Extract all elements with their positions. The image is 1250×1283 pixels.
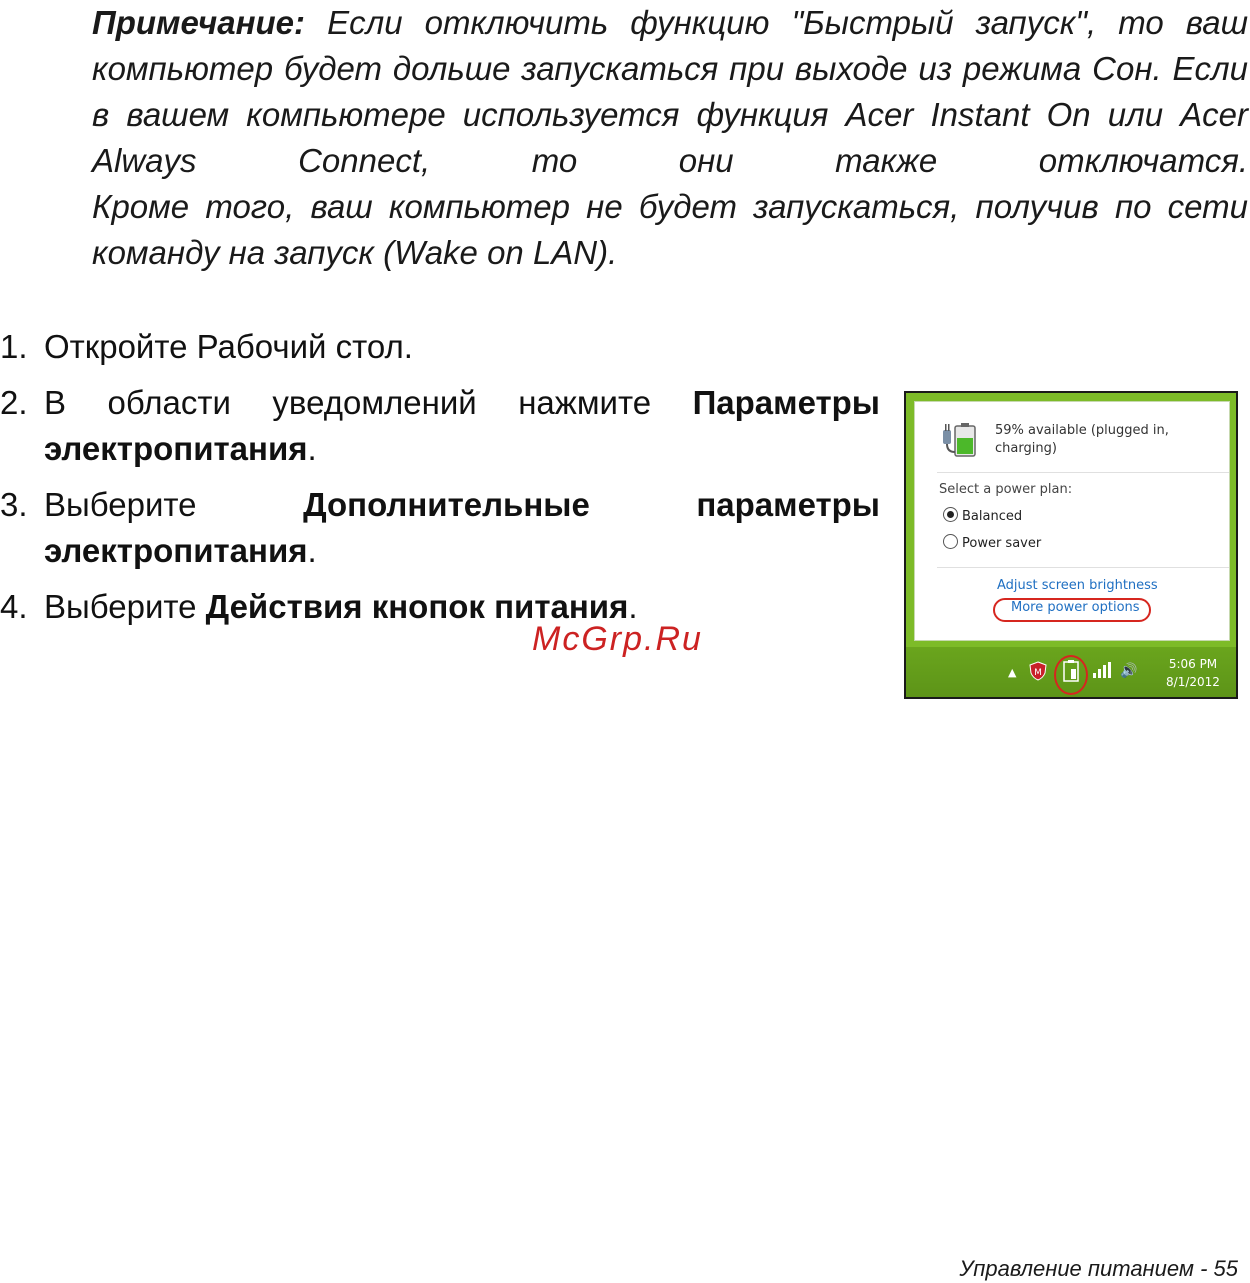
step-number: 4. [0, 588, 28, 625]
step-text-bold: Дополнительные параметры электропитания [44, 486, 880, 569]
step-item [0, 482, 880, 574]
step-text-end: . [307, 430, 317, 467]
step-number: 2. [0, 384, 28, 421]
steps-list [0, 324, 880, 640]
step-text [44, 380, 880, 472]
adjust-brightness-link[interactable]: Adjust screen brightness [997, 578, 1158, 593]
step-item [0, 324, 880, 370]
note-block [92, 0, 1248, 276]
battery-flyout [914, 401, 1230, 641]
show-hidden-icons-chevron-icon[interactable]: ▲ [1008, 666, 1017, 679]
note-lead: Примечание: [92, 4, 306, 41]
step-text [44, 324, 880, 370]
divider [937, 472, 1229, 473]
step-text-plain: Выберите [44, 486, 304, 523]
taskbar [906, 647, 1236, 697]
step-number: 3. [0, 486, 28, 523]
step-text-end: . [628, 588, 638, 625]
step-text-bold: Действия кнопок питания [205, 588, 629, 625]
step-item [0, 380, 880, 472]
step-item [0, 584, 880, 630]
step-text-plain: В области уведомлений нажмите [44, 384, 693, 421]
power-plan-label: Select a power plan: [939, 482, 1073, 497]
plan-option-balanced[interactable] [943, 507, 1022, 524]
watermark: McGrp.Ru [532, 620, 703, 658]
note-paragraph-wol: Кроме того, ваш компьютер не будет запускаться, получив по сети команду на запуск (Wake on LAN). [92, 188, 1248, 271]
power-flyout-screenshot [904, 391, 1238, 699]
highlight-circle [993, 598, 1151, 622]
more-power-options-link[interactable]: More power options [1011, 600, 1140, 615]
divider [937, 567, 1229, 568]
radio-checked-icon[interactable] [943, 507, 958, 522]
step-text-bold: Параметры электропитания [44, 384, 880, 467]
step-text-plain: Выберите [44, 588, 206, 625]
tray-highlight-circle [1054, 655, 1088, 695]
plan-option-label: Balanced [962, 509, 1023, 524]
svg-text:M: M [1034, 668, 1042, 678]
step-text [44, 584, 880, 630]
clock-time: 5:06 PM [1168, 657, 1218, 671]
step-number: 1. [0, 328, 28, 365]
network-signal-icon[interactable] [1092, 661, 1112, 679]
page-footer: Управление питанием - 55 [959, 1256, 1238, 1281]
step-text-plain: Откройте Рабочий стол. [44, 328, 413, 365]
clock-date: 8/1/2012 [1166, 675, 1220, 689]
taskbar-clock[interactable] [1158, 655, 1228, 691]
plan-option-label: Power saver [962, 536, 1042, 551]
note-paragraph [92, 0, 1248, 184]
security-shield-icon[interactable] [1028, 661, 1048, 681]
volume-speaker-icon[interactable]: 🔊 [1120, 663, 1138, 679]
radio-unchecked-icon[interactable] [943, 534, 958, 549]
battery-status-text: 59% available (plugged in, charging) [995, 423, 1169, 456]
note-text: Если отключить функцию "Быстрый запуск", то ваш компьютер будет дольше запускаться при выходе из режима Сон. Если в вашем компьютере используется функция Acer Instant On или Acer Always Connect, то они также отключатся. [92, 4, 1248, 179]
battery-charging-icon [941, 420, 981, 460]
step-text-end: . [307, 532, 317, 569]
step-text [44, 482, 880, 574]
plan-option-power-saver[interactable] [943, 534, 1041, 551]
